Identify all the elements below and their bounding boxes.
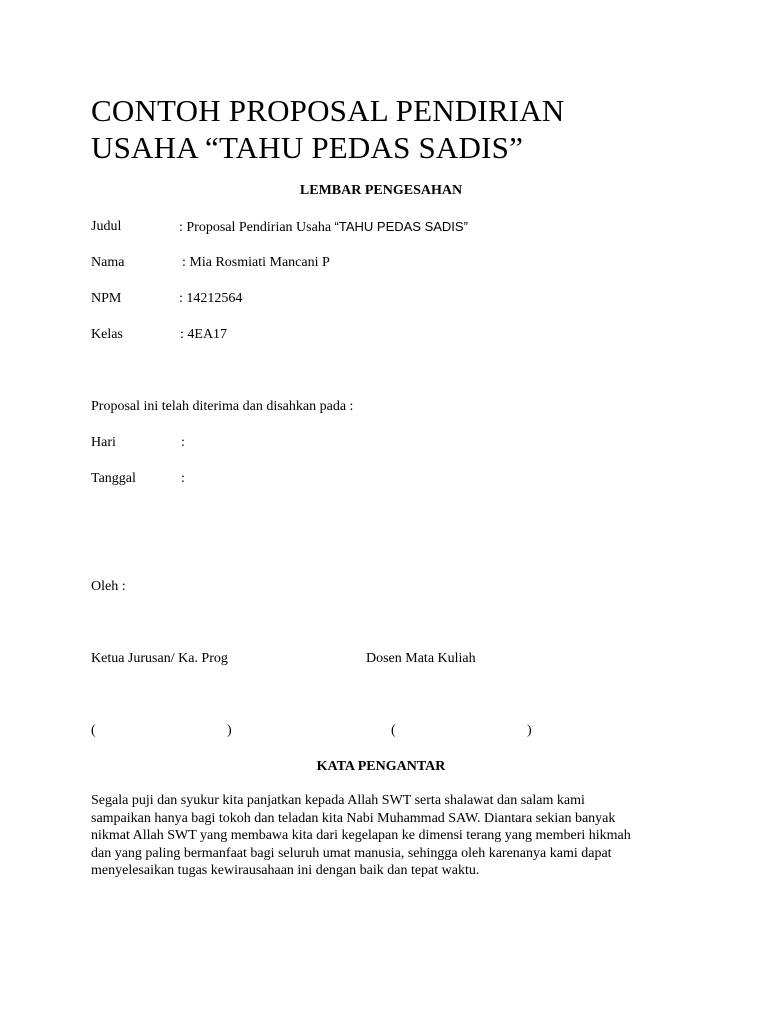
foreword-line: sampaikan hanya bagi tokoh dan teladan kita Nabi Muhammad SAW. Diantara sekian banyak xyxy=(91,810,616,826)
hari-value: : xyxy=(181,435,185,450)
foreword-line: dan yang paling bermanfaat bagi seluruh umat manusia, sehingga oleh karenanya kami dapat xyxy=(91,845,612,861)
oleh-label: Oleh : xyxy=(91,579,126,594)
foreword-paragraph xyxy=(91,792,681,880)
tanggal-label: Tanggal xyxy=(91,471,136,486)
hari-label: Hari xyxy=(91,435,116,450)
foreword-line: nikmat Allah SWT yang membawa kita dari kegelapan ke dimensi terang yang memberi hikmah xyxy=(91,828,631,843)
foreword-heading: KATA PENGANTAR xyxy=(316,759,446,774)
signatory-left-title: Ketua Jurusan/ Ka. Prog xyxy=(91,651,228,666)
title-line-1: CONTOH PROPOSAL PENDIRIAN xyxy=(91,93,565,128)
accepted-statement: Proposal ini telah diterima dan disahkan pada : xyxy=(91,399,354,414)
signature-right-close-paren: ) xyxy=(527,723,532,738)
signatory-right-title: Dosen Mata Kuliah xyxy=(366,651,476,666)
approval-heading: LEMBAR PENGESAHAN xyxy=(299,183,463,198)
npm-value: : 14212564 xyxy=(179,291,243,306)
document-title xyxy=(91,92,711,166)
tanggal-value: : xyxy=(181,471,185,486)
kelas-label: Kelas xyxy=(91,327,123,342)
foreword-line: Segala puji dan syukur kita panjatkan kepada Allah SWT serta shalawat dan salam kami xyxy=(91,793,585,808)
title-line-2: USAHA “TAHU PEDAS SADIS” xyxy=(91,130,524,165)
signature-left-close-paren: ) xyxy=(227,723,232,738)
signature-right-open-paren: ( xyxy=(391,723,396,738)
judul-value xyxy=(179,219,468,236)
kelas-value: : 4EA17 xyxy=(180,327,228,342)
npm-label: NPM xyxy=(91,291,122,306)
judul-prefix: : Proposal Pendirian Usaha xyxy=(179,220,335,235)
judul-label: Judul xyxy=(91,219,122,234)
signature-left-open-paren: ( xyxy=(91,723,96,738)
nama-value: : Mia Rosmiati Mancani P xyxy=(182,255,330,270)
judul-business-name: “TAHU PEDAS SADIS” xyxy=(334,219,468,234)
foreword-line: menyelesaikan tugas kewirausahaan ini dengan baik dan tepat waktu. xyxy=(91,863,480,878)
nama-label: Nama xyxy=(91,255,125,270)
